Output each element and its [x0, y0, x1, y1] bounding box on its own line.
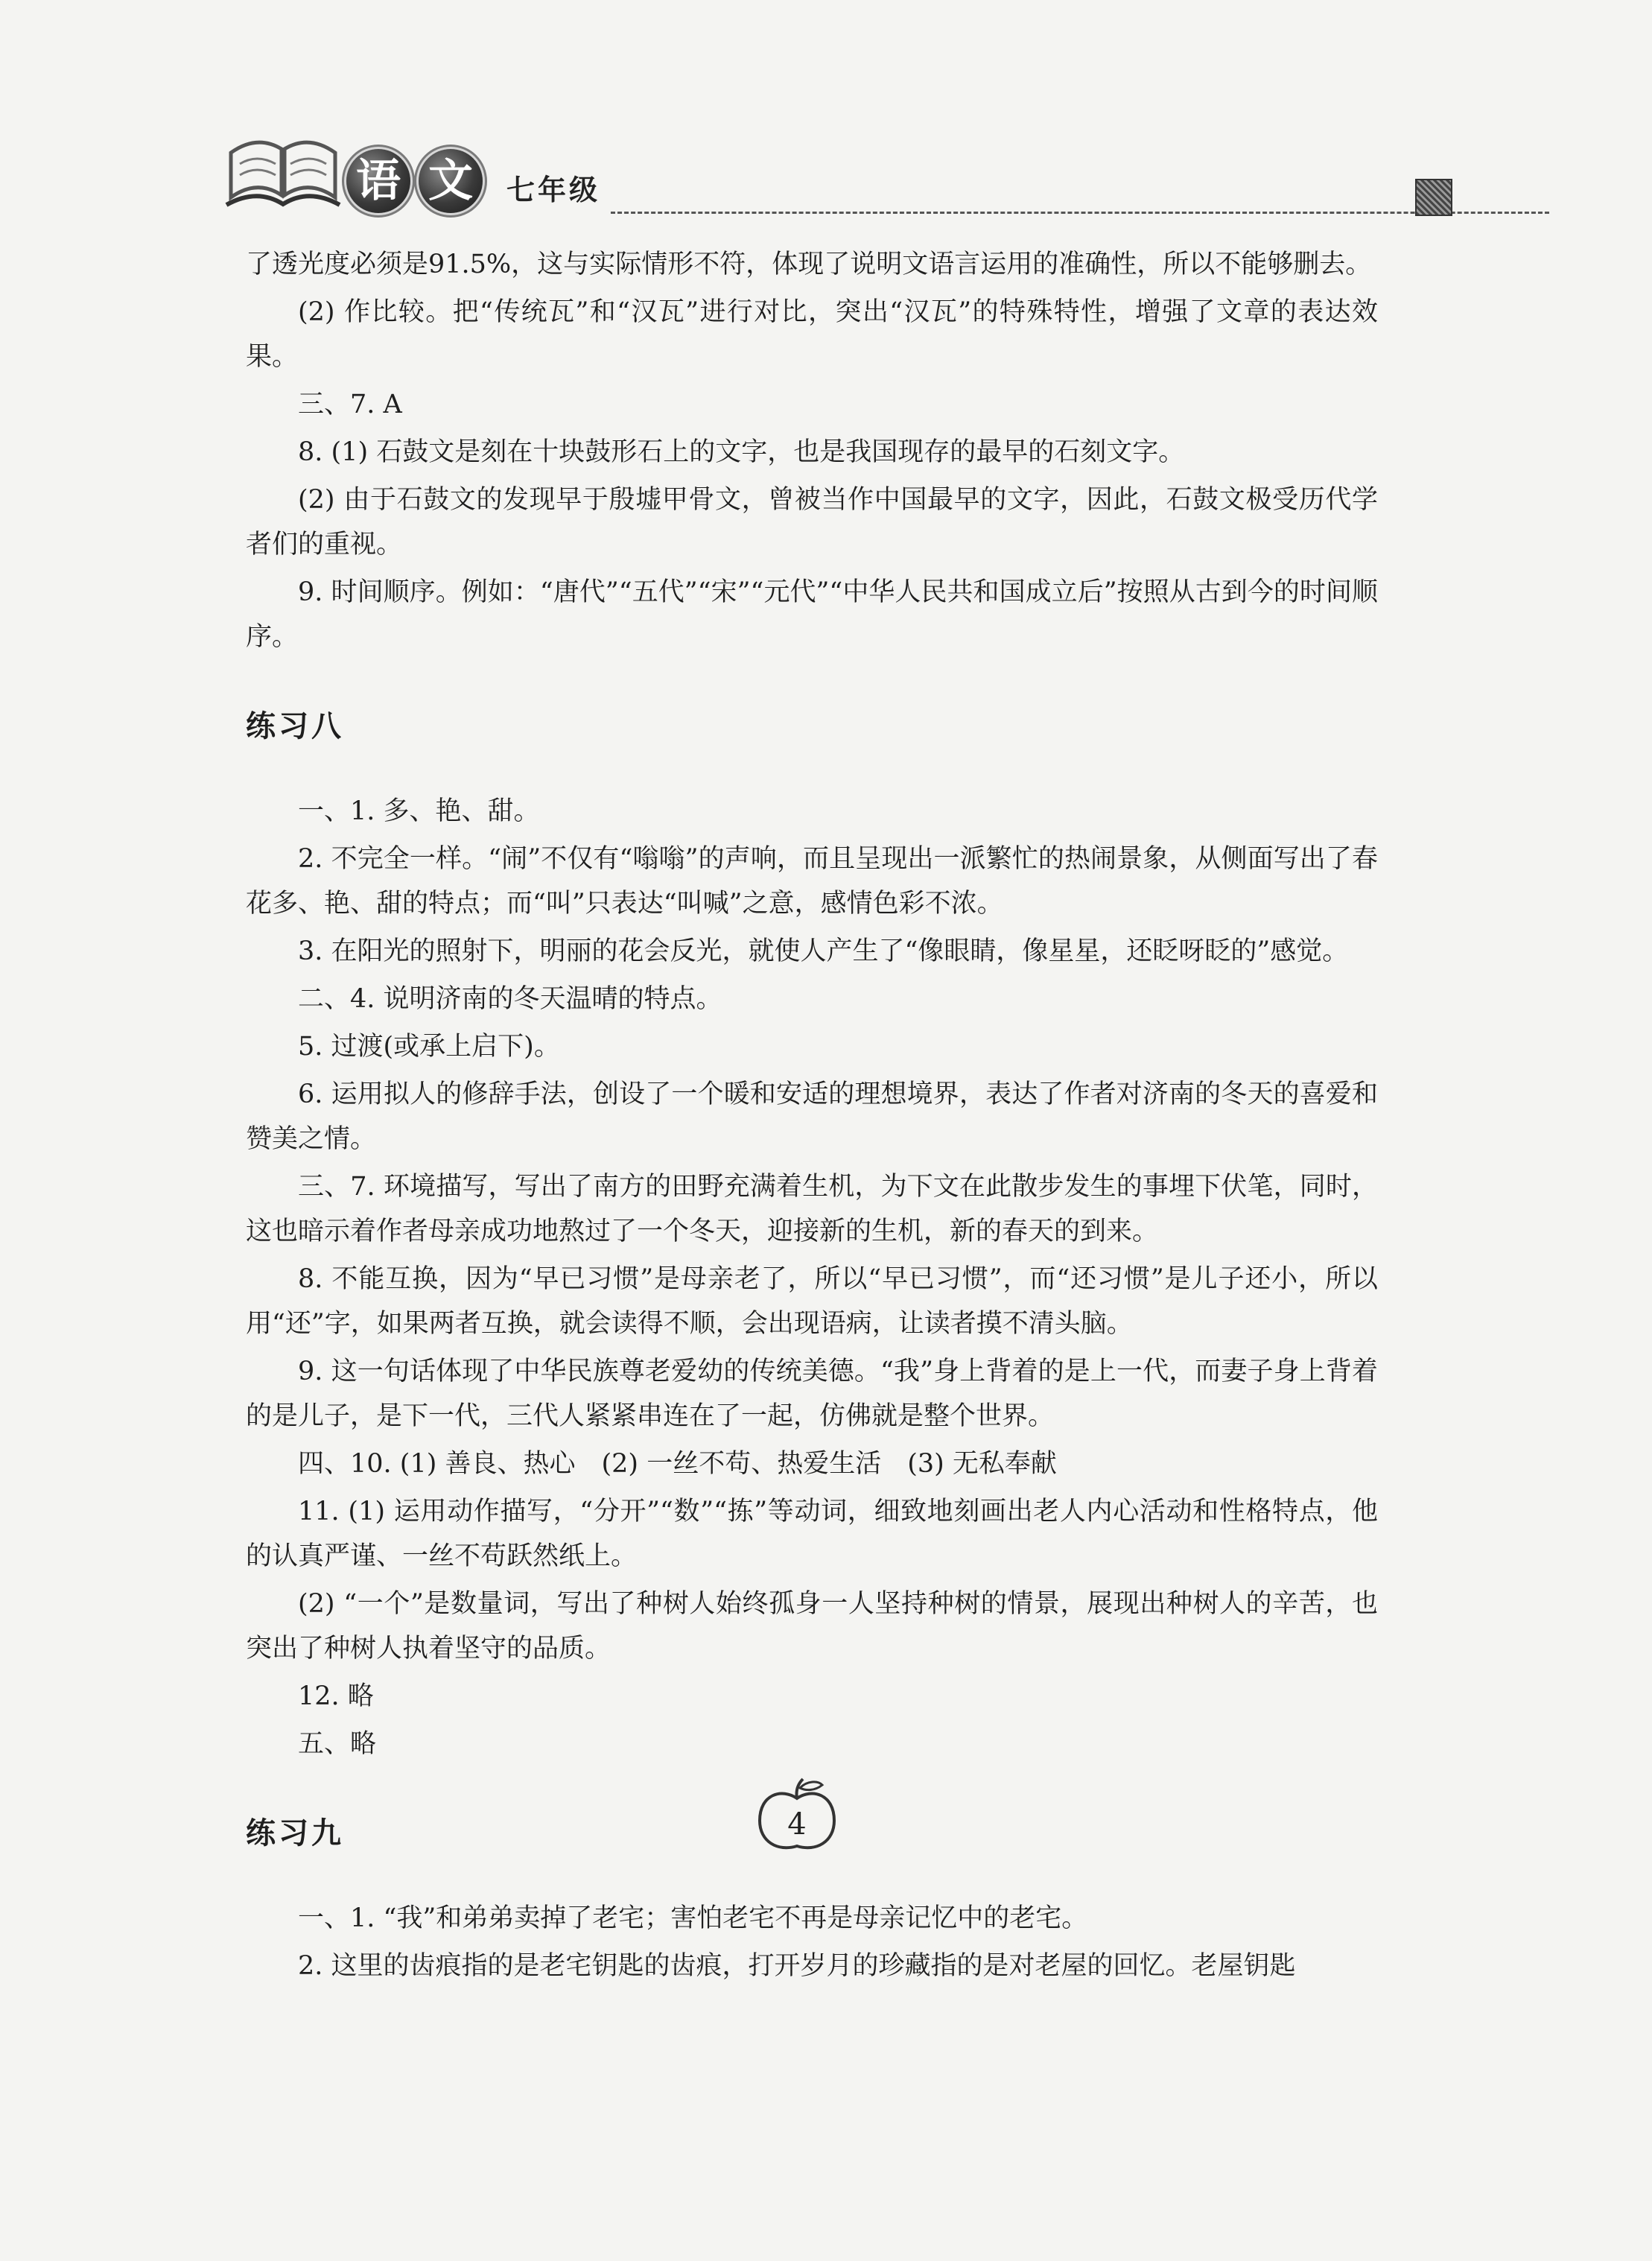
- paragraph: 一、1. 多、艳、甜。: [298, 796, 540, 826]
- page-header: [223, 127, 1385, 231]
- corner-ornament: [1415, 179, 1452, 216]
- paragraph: 8. 不能互换，因为“早已习惯”是母亲老了，所以“早已习惯”，而“还习惯”是儿子还小，所以用“还”字，如果两者互换，就会读得不顺，会出现语病，让读者摸不清头脑。: [246, 1264, 1378, 1339]
- section-title-9: 练习九: [246, 1816, 344, 1851]
- paragraph: (2) “一个”是数量词，写出了种树人始终孤身一人坚持种树的情景，展现出种树人的辛苦，也突出了种树人执着坚守的品质。: [246, 1589, 1378, 1664]
- paragraph: 11. (1) 运用动作描写，“分开”“数”“拣”等动词，细致地刻画出老人内心活动和性格特点，他的认真严谨、一丝不苟跃然纸上。: [246, 1497, 1378, 1571]
- paragraph: 3. 在阳光的照射下，明丽的花会反光，就使人产生了“像眼睛，像星星，还眨呀眨的”感觉。: [298, 936, 1349, 966]
- page-number: 4: [787, 1807, 807, 1842]
- paragraph: 12. 略: [298, 1681, 374, 1711]
- paragraph: 9. 时间顺序。例如：“唐代”“五代”“宋”“元代”“中华人民共和国成立后”按照从古到今的时间顺序。: [246, 577, 1378, 652]
- paragraph: (2) 作比较。把“传统瓦”和“汉瓦”进行对比，突出“汉瓦”的特殊特性，增强了文章的表达效果。: [246, 297, 1378, 372]
- section-title-8: 练习八: [246, 709, 344, 743]
- paragraph: 五、略: [298, 1729, 377, 1759]
- paragraph: 9. 这一句话体现了中华民族尊老爱幼的传统美德。“我”身上背着的是上一代，而妻子身上背着的是儿子，是下一代，三代人紧紧串连在了一起，仿佛就是整个世界。: [246, 1357, 1378, 1431]
- subject-char-2: 文: [419, 149, 483, 213]
- open-book-icon: [223, 127, 343, 216]
- paragraph: 2. 不完全一样。“闹”不仅有“嗡嗡”的声响，而且呈现出一派繁忙的热闹景象，从侧面写出了春花多、艳、甜的特点；而“叫”只表达“叫喊”之意，感情色彩不浓。: [246, 844, 1378, 919]
- paragraph: 8. (1) 石鼓文是刻在十块鼓形石上的文字，也是我国现存的最早的石刻文字。: [298, 437, 1185, 467]
- paragraph: 了透光度必须是91.5%，这与实际情形不符，体现了说明文语言运用的准确性，所以不能够删去。: [246, 250, 1372, 279]
- paragraph: 三、7. A: [298, 390, 402, 419]
- paragraph: 2. 这里的齿痕指的是老宅钥匙的齿痕，打开岁月的珍藏指的是对老屋的回忆。老屋钥匙: [298, 1951, 1296, 1981]
- subject-char-1: 语: [346, 149, 410, 213]
- header-divider: [611, 212, 1549, 214]
- paragraph: (2) 由于石鼓文的发现早于殷墟甲骨文，曾被当作中国最早的文字，因此，石鼓文极受历代学者们的重视。: [246, 485, 1378, 559]
- page-number-badge: [752, 1775, 842, 1856]
- page-content: [246, 242, 1378, 1991]
- paragraph: 一、1. “我”和弟弟卖掉了老宅；害怕老宅不再是母亲记忆中的老宅。: [298, 1903, 1088, 1933]
- paragraph: 四、10. (1) 善良、热心 (2) 一丝不苟、热爱生活 (3) 无私奉献: [298, 1449, 1057, 1479]
- paragraph: 二、4. 说明济南的冬天温晴的特点。: [298, 984, 722, 1014]
- grade-label: 七年级: [506, 174, 601, 206]
- paragraph: 三、7. 环境描写，写出了南方的田野充满着生机，为下文在此散步发生的事埋下伏笔，同时，这也暗示着作者母亲成功地熬过了一个冬天，迎接新的生机，新的春天的到来。: [246, 1172, 1378, 1246]
- paragraph: 5. 过渡(或承上启下)。: [298, 1032, 560, 1062]
- paragraph: 6. 运用拟人的修辞手法，创设了一个暖和安适的理想境界，表达了作者对济南的冬天的喜爱和赞美之情。: [246, 1079, 1378, 1154]
